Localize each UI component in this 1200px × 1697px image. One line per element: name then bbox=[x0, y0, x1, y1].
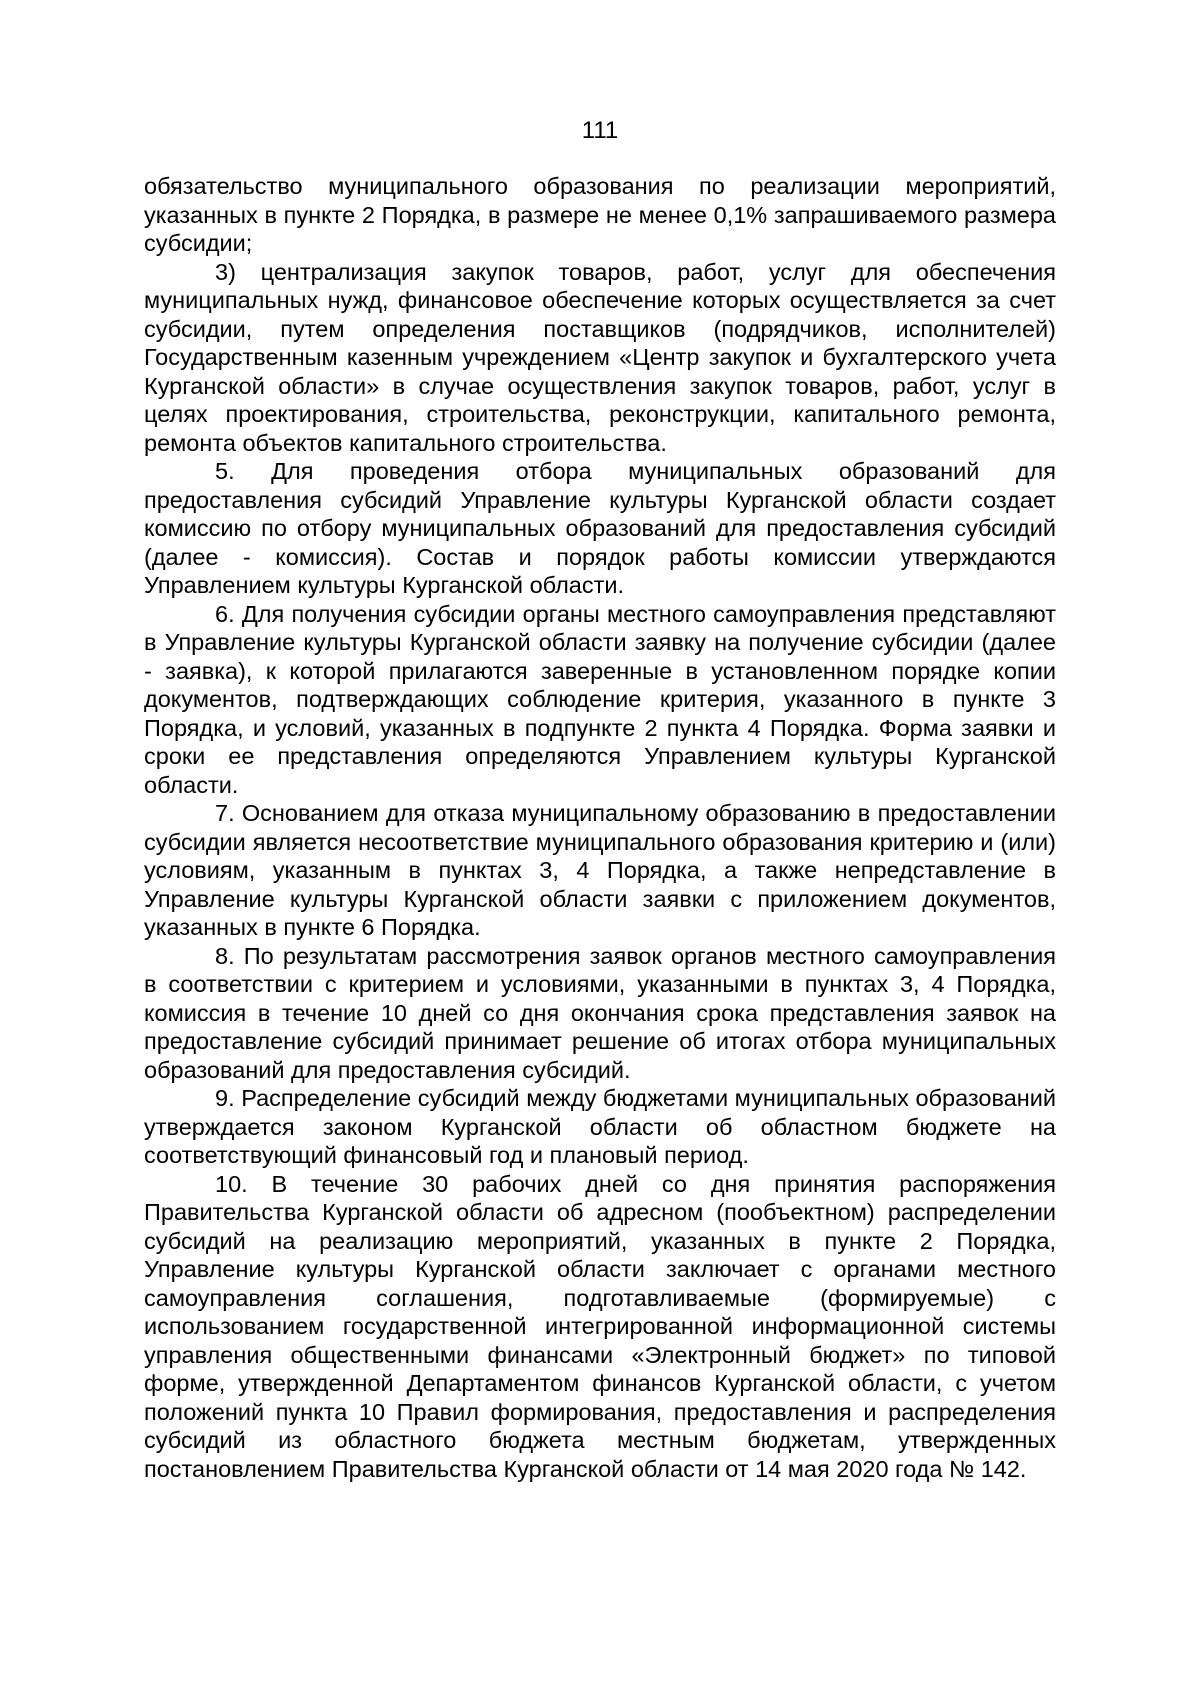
paragraph-item-7: 7. Основанием для отказа муниципальному образованию в предоставлении субсидии является несоответствие муниципального образования критерию и (или) условиям, указанным в пунктах 3, 4 Порядка, а также непредставление в Управление культуры Курганской области заявки с приложением документов, указанных в пункте 6 Порядка. bbox=[144, 800, 1056, 940]
paragraph-item-8: 8. По результатам рассмотрения заявок органов местного самоуправления в соответствии с критерием и условиями, указанными в пунктах 3, 4 Порядка, комиссия в течение 10 дней со дня окончания срока представления заявок на предоставление субсидий принимает решение об итогах отбора муниципальных образований для предоставления субсидий. bbox=[144, 942, 1056, 1083]
paragraph-item-5: 5. Для проведения отбора муниципальных образований для предоставления субсидий Управление культуры Курганской области создает комиссию по отбору муниципальных образований для предоставления субсидий (далее - комиссия). Состав и порядок работы комиссии утверждаются Управлением культуры Курганской области. bbox=[144, 458, 1056, 598]
paragraph-item-6: 6. Для получения субсидии органы местного самоуправления представляют в Управление культуры Курганской области заявку на получение субсидии (далее - заявка), к которой прилагаются заверенные в установленном порядке копии документов, подтверждающих соблюдение критерия, указанного в пункте 3 Порядка, и условий, указанных в подпункте 2 пункта 4 Порядка. Форма заявки и сроки ее представления определяются Управлением культуры Курганской области. bbox=[144, 600, 1056, 798]
page-number: 111 bbox=[581, 117, 619, 144]
document-body bbox=[144, 172, 1056, 1483]
paragraph-item-9: 9. Распределение субсидий между бюджетами муниципальных образований утверждается законом Курганской области об областном бюджете на соответствующий финансовый год и плановый период. bbox=[144, 1085, 1056, 1168]
paragraph-item-3: 3) централизация закупок товаров, работ, услуг для обеспечения муниципальных нужд, финансовое обеспечение которых осуществляется за счет субсидии, путем определения поставщиков (подрядчиков, исполнителей) Государственным казенным учреждением «Центр закупок и бухгалтерского учета Курганской области» в случае осуществления закупок товаров, работ, услуг в целях проектирования, строительства, реконструкции, капитального ремонта, ремонта объектов капитального строительства. bbox=[144, 258, 1056, 456]
paragraph-continuation: обязательство муниципального образования по реализации мероприятий, указанных в пункте 2 Порядка, в размере не менее 0,1% запрашиваемого размера субсидии; bbox=[144, 173, 1056, 256]
paragraph-item-10: 10. В течение 30 рабочих дней со дня принятия распоряжения Правительства Курганской области об адресном (пообъектном) распределении субсидий на реализацию мероприятий, указанных в пункте 2 Порядка, Управление культуры Курганской области заключает с органами местного самоуправления соглашения, подготавливаемые (формируемые) с использованием государственной интегрированной информационной системы управления общественными финансами «Электронный бюджет» по типовой форме, утвержденной Департаментом финансов Курганской области, с учетом положений пункта 10 Правил формирования, предоставления и распределения субсидий из областного бюджета местным бюджетам, утвержденных постановлением Правительства Курганской области от 14 мая 2020 года № 142. bbox=[144, 1170, 1056, 1482]
